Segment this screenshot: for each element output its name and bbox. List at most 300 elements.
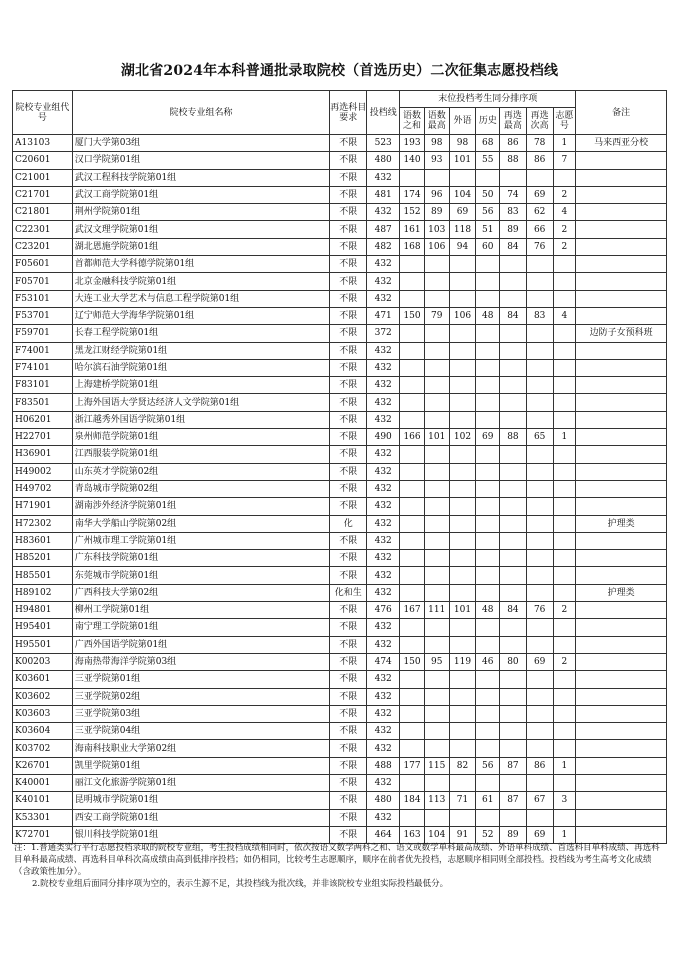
cell-yushu-max: 96 — [424, 186, 449, 203]
cell-lishi: 46 — [476, 653, 500, 670]
cell-waiyu: 71 — [449, 792, 476, 809]
cell-yushu — [400, 377, 425, 394]
cell-note — [576, 740, 667, 757]
cell-zaixuan-max — [500, 446, 527, 463]
cell-zhiyuan — [553, 705, 576, 722]
cell-yushu-max — [424, 411, 449, 428]
cell-req: 不限 — [330, 463, 367, 480]
cell-waiyu: 118 — [449, 221, 476, 238]
cell-waiyu: 101 — [449, 602, 476, 619]
cell-yushu-max: 79 — [424, 307, 449, 324]
cell-score: 432 — [367, 498, 400, 515]
cell-score: 490 — [367, 429, 400, 446]
cell-name: 武汉工商学院第01组 — [72, 186, 329, 203]
cell-waiyu — [449, 256, 476, 273]
cell-zaixuan-2nd — [526, 584, 553, 601]
cell-zaixuan-2nd: 78 — [526, 135, 553, 152]
cell-code: K53301 — [13, 809, 73, 826]
cell-waiyu — [449, 342, 476, 359]
cell-req: 不限 — [330, 809, 367, 826]
table-row — [13, 619, 667, 636]
cell-yushu: 161 — [400, 221, 425, 238]
cell-lishi — [476, 411, 500, 428]
cell-zhiyuan — [553, 723, 576, 740]
cell-req: 不限 — [330, 532, 367, 549]
cell-yushu — [400, 290, 425, 307]
cell-yushu: 167 — [400, 602, 425, 619]
cell-score: 432 — [367, 809, 400, 826]
cell-zhiyuan — [553, 515, 576, 532]
cell-req: 不限 — [330, 498, 367, 515]
cell-zaixuan-2nd — [526, 671, 553, 688]
cell-waiyu — [449, 290, 476, 307]
table-row — [13, 221, 667, 238]
cell-zaixuan-2nd — [526, 463, 553, 480]
cell-waiyu — [449, 169, 476, 186]
cell-zaixuan-max — [500, 377, 527, 394]
cell-code: F05701 — [13, 273, 73, 290]
cell-waiyu — [449, 567, 476, 584]
cell-yushu-max: 93 — [424, 152, 449, 169]
cell-yushu: 140 — [400, 152, 425, 169]
cell-code: F74001 — [13, 342, 73, 359]
cell-yushu-max: 101 — [424, 429, 449, 446]
cell-req: 不限 — [330, 705, 367, 722]
cell-zaixuan-max — [500, 169, 527, 186]
cell-note — [576, 550, 667, 567]
cell-yushu — [400, 359, 425, 376]
cell-score: 432 — [367, 671, 400, 688]
cell-score: 432 — [367, 342, 400, 359]
cell-name: 广西外国语学院第01组 — [72, 636, 329, 653]
cell-code: K72701 — [13, 826, 73, 843]
cell-waiyu — [449, 463, 476, 480]
cell-zhiyuan — [553, 377, 576, 394]
cell-score: 474 — [367, 653, 400, 670]
header-score: 投档线 — [367, 91, 400, 135]
cell-score: 432 — [367, 636, 400, 653]
cell-score: 432 — [367, 394, 400, 411]
cell-code: K40101 — [13, 792, 73, 809]
cell-req: 不限 — [330, 186, 367, 203]
cell-zaixuan-2nd: 69 — [526, 186, 553, 203]
cell-yushu: 174 — [400, 186, 425, 203]
cell-yushu: 150 — [400, 307, 425, 324]
cell-waiyu — [449, 688, 476, 705]
cell-lishi — [476, 688, 500, 705]
cell-zaixuan-2nd: 86 — [526, 152, 553, 169]
cell-yushu — [400, 584, 425, 601]
cell-req: 不限 — [330, 394, 367, 411]
header-code: 院校专业组代号 — [13, 91, 73, 135]
cell-lishi — [476, 584, 500, 601]
table-row — [13, 359, 667, 376]
cell-yushu — [400, 394, 425, 411]
cell-note — [576, 463, 667, 480]
cell-waiyu — [449, 446, 476, 463]
table-row — [13, 238, 667, 255]
cell-note: 护理类 — [576, 584, 667, 601]
header-zaixuan-2nd: 再选次高 — [526, 108, 553, 135]
cell-score: 432 — [367, 584, 400, 601]
cell-zhiyuan: 2 — [553, 186, 576, 203]
table-row — [13, 723, 667, 740]
table-row — [13, 290, 667, 307]
table-row — [13, 152, 667, 169]
cell-lishi — [476, 671, 500, 688]
cell-req: 不限 — [330, 774, 367, 791]
cell-note — [576, 342, 667, 359]
cell-name: 荆州学院第01组 — [72, 204, 329, 221]
cell-name: 丽江文化旅游学院第01组 — [72, 774, 329, 791]
cell-req: 不限 — [330, 480, 367, 497]
cell-yushu-max — [424, 377, 449, 394]
cell-waiyu — [449, 550, 476, 567]
cell-zhiyuan: 1 — [553, 135, 576, 152]
cell-code: F53101 — [13, 290, 73, 307]
header-zhiyuan: 志愿号 — [553, 108, 576, 135]
cell-zaixuan-2nd — [526, 809, 553, 826]
cell-zaixuan-max: 89 — [500, 826, 527, 843]
cell-yushu-max — [424, 498, 449, 515]
table-row — [13, 550, 667, 567]
cell-waiyu — [449, 723, 476, 740]
cell-name: 上海建桥学院第01组 — [72, 377, 329, 394]
cell-zaixuan-max: 74 — [500, 186, 527, 203]
cell-code: H94801 — [13, 602, 73, 619]
cell-zhiyuan — [553, 342, 576, 359]
cell-lishi: 56 — [476, 204, 500, 221]
cell-score: 523 — [367, 135, 400, 152]
cell-yushu-max: 111 — [424, 602, 449, 619]
cell-name: 黑龙江财经学院第01组 — [72, 342, 329, 359]
cell-note — [576, 238, 667, 255]
cell-score: 432 — [367, 740, 400, 757]
cell-zhiyuan: 1 — [553, 429, 576, 446]
cell-name: 银川科技学院第01组 — [72, 826, 329, 843]
cell-name: 青岛城市学院第02组 — [72, 480, 329, 497]
cell-yushu-max — [424, 671, 449, 688]
table-row — [13, 774, 667, 791]
cell-code: C21001 — [13, 169, 73, 186]
cell-note — [576, 429, 667, 446]
header-lishi: 历史 — [476, 108, 500, 135]
cell-zaixuan-max — [500, 463, 527, 480]
cell-code: H89102 — [13, 584, 73, 601]
cell-lishi — [476, 377, 500, 394]
cell-zaixuan-2nd: 65 — [526, 429, 553, 446]
cell-name: 浙江越秀外国语学院第01组 — [72, 411, 329, 428]
cell-note — [576, 619, 667, 636]
cell-code: K26701 — [13, 757, 73, 774]
cell-zaixuan-2nd — [526, 705, 553, 722]
cell-yushu — [400, 498, 425, 515]
cell-name: 上海外国语大学贤达经济人文学院第01组 — [72, 394, 329, 411]
cell-zhiyuan — [553, 256, 576, 273]
cell-zaixuan-max: 88 — [500, 429, 527, 446]
cell-req: 不限 — [330, 429, 367, 446]
cell-yushu — [400, 619, 425, 636]
cell-waiyu — [449, 532, 476, 549]
cell-score: 471 — [367, 307, 400, 324]
table-row — [13, 567, 667, 584]
cell-lishi — [476, 290, 500, 307]
cell-zaixuan-max — [500, 671, 527, 688]
cell-score: 432 — [367, 411, 400, 428]
cell-name: 三亚学院第01组 — [72, 671, 329, 688]
cell-zaixuan-2nd — [526, 688, 553, 705]
cell-req: 不限 — [330, 290, 367, 307]
cell-zhiyuan — [553, 567, 576, 584]
cell-name: 武汉工程科技学院第01组 — [72, 169, 329, 186]
header-yushu: 语数之和 — [400, 108, 425, 135]
cell-yushu — [400, 411, 425, 428]
cell-name: 广州城市理工学院第01组 — [72, 532, 329, 549]
cell-score: 432 — [367, 550, 400, 567]
cell-yushu-max — [424, 584, 449, 601]
cell-zaixuan-2nd — [526, 515, 553, 532]
cell-lishi: 55 — [476, 152, 500, 169]
table-row — [13, 740, 667, 757]
cell-yushu — [400, 169, 425, 186]
cell-zaixuan-max — [500, 619, 527, 636]
table-row — [13, 307, 667, 324]
cell-waiyu — [449, 325, 476, 342]
cell-zhiyuan — [553, 273, 576, 290]
cell-score: 432 — [367, 705, 400, 722]
cell-zhiyuan: 2 — [553, 238, 576, 255]
cell-zaixuan-2nd — [526, 774, 553, 791]
cell-code: F53701 — [13, 307, 73, 324]
cell-name: 广东科技学院第01组 — [72, 550, 329, 567]
cell-name: 海南科技职业大学第02组 — [72, 740, 329, 757]
cell-zaixuan-max — [500, 550, 527, 567]
cell-zaixuan-max: 83 — [500, 204, 527, 221]
cell-note — [576, 688, 667, 705]
cell-lishi: 48 — [476, 307, 500, 324]
cell-zhiyuan — [553, 463, 576, 480]
table-row — [13, 342, 667, 359]
cell-score: 432 — [367, 688, 400, 705]
cell-yushu — [400, 567, 425, 584]
cell-code: K03604 — [13, 723, 73, 740]
cell-yushu — [400, 532, 425, 549]
cell-yushu: 166 — [400, 429, 425, 446]
table-row — [13, 498, 667, 515]
cell-note — [576, 567, 667, 584]
cell-req: 不限 — [330, 169, 367, 186]
cell-note — [576, 602, 667, 619]
cell-note — [576, 273, 667, 290]
cell-score: 432 — [367, 273, 400, 290]
cell-note — [576, 705, 667, 722]
cell-note — [576, 411, 667, 428]
cell-zhiyuan — [553, 498, 576, 515]
cell-code: C20601 — [13, 152, 73, 169]
cell-zaixuan-2nd — [526, 256, 553, 273]
cell-zaixuan-max — [500, 740, 527, 757]
cell-waiyu — [449, 411, 476, 428]
table-row — [13, 377, 667, 394]
table-row — [13, 169, 667, 186]
cell-zaixuan-max — [500, 359, 527, 376]
cell-zaixuan-max — [500, 394, 527, 411]
cell-lishi: 50 — [476, 186, 500, 203]
cell-code: F59701 — [13, 325, 73, 342]
table-row — [13, 446, 667, 463]
cell-waiyu: 104 — [449, 186, 476, 203]
cell-yushu — [400, 774, 425, 791]
cell-waiyu — [449, 584, 476, 601]
cell-code: K03601 — [13, 671, 73, 688]
cell-req: 不限 — [330, 238, 367, 255]
cell-zaixuan-max: 84 — [500, 307, 527, 324]
cell-req: 化 — [330, 515, 367, 532]
cell-zaixuan-max — [500, 705, 527, 722]
cell-score: 432 — [367, 532, 400, 549]
cell-req: 不限 — [330, 411, 367, 428]
cell-yushu — [400, 463, 425, 480]
cell-yushu: 150 — [400, 653, 425, 670]
cell-note: 马来西亚分校 — [576, 135, 667, 152]
cell-lishi: 51 — [476, 221, 500, 238]
cell-score: 476 — [367, 602, 400, 619]
cell-note — [576, 532, 667, 549]
table-row — [13, 463, 667, 480]
cell-yushu: 184 — [400, 792, 425, 809]
cell-yushu-max: 115 — [424, 757, 449, 774]
cell-lishi — [476, 705, 500, 722]
table-row — [13, 186, 667, 203]
cell-zaixuan-2nd — [526, 567, 553, 584]
cell-zhiyuan — [553, 688, 576, 705]
header-yushu-max: 语数最高 — [424, 108, 449, 135]
cell-name: 南宁理工学院第01组 — [72, 619, 329, 636]
cell-waiyu — [449, 740, 476, 757]
cell-zhiyuan — [553, 290, 576, 307]
cell-zhiyuan — [553, 394, 576, 411]
cell-yushu — [400, 671, 425, 688]
cell-zhiyuan — [553, 532, 576, 549]
cell-zaixuan-max: 84 — [500, 238, 527, 255]
table-row — [13, 429, 667, 446]
cell-req: 不限 — [330, 256, 367, 273]
cell-lishi — [476, 359, 500, 376]
cell-yushu-max — [424, 809, 449, 826]
cell-score: 481 — [367, 186, 400, 203]
cell-code: F83501 — [13, 394, 73, 411]
cell-code: K40001 — [13, 774, 73, 791]
table-row — [13, 273, 667, 290]
cell-req: 不限 — [330, 446, 367, 463]
cell-zaixuan-max — [500, 723, 527, 740]
cell-code: F83101 — [13, 377, 73, 394]
cell-note — [576, 653, 667, 670]
cell-zhiyuan: 2 — [553, 653, 576, 670]
cell-zaixuan-2nd — [526, 723, 553, 740]
cell-yushu — [400, 809, 425, 826]
cell-waiyu: 82 — [449, 757, 476, 774]
cell-zhiyuan — [553, 446, 576, 463]
cell-waiyu — [449, 636, 476, 653]
cell-waiyu: 106 — [449, 307, 476, 324]
cell-yushu-max — [424, 515, 449, 532]
table-row — [13, 532, 667, 549]
cell-lishi: 69 — [476, 429, 500, 446]
cell-lishi — [476, 723, 500, 740]
cell-name: 广西科技大学第02组 — [72, 584, 329, 601]
header-requirement: 再选科目要求 — [330, 91, 367, 135]
cell-zaixuan-2nd — [526, 550, 553, 567]
cell-zaixuan-max — [500, 342, 527, 359]
cell-yushu-max — [424, 532, 449, 549]
cell-yushu-max — [424, 325, 449, 342]
cell-zaixuan-max — [500, 325, 527, 342]
cell-zaixuan-max: 80 — [500, 653, 527, 670]
cell-code: C22301 — [13, 221, 73, 238]
cell-score: 432 — [367, 463, 400, 480]
cell-code: H95401 — [13, 619, 73, 636]
page-title: 湖北省2024年本科普通批录取院校（首选历史）二次征集志愿投档线 — [120, 63, 559, 79]
cell-note — [576, 221, 667, 238]
cell-name: 凯里学院第01组 — [72, 757, 329, 774]
table-row — [13, 705, 667, 722]
cell-code: K03602 — [13, 688, 73, 705]
cell-zhiyuan — [553, 359, 576, 376]
cell-yushu-max — [424, 290, 449, 307]
cell-zhiyuan: 4 — [553, 307, 576, 324]
cell-yushu-max — [424, 256, 449, 273]
cell-zaixuan-max: 89 — [500, 221, 527, 238]
cell-code: H83601 — [13, 532, 73, 549]
cell-name: 江西服装学院第01组 — [72, 446, 329, 463]
cell-zhiyuan: 4 — [553, 204, 576, 221]
table-row — [13, 653, 667, 670]
cell-lishi — [476, 567, 500, 584]
cell-lishi — [476, 446, 500, 463]
cell-waiyu: 91 — [449, 826, 476, 843]
cell-lishi — [476, 636, 500, 653]
cell-zhiyuan — [553, 774, 576, 791]
cell-zaixuan-2nd: 67 — [526, 792, 553, 809]
cell-score: 464 — [367, 826, 400, 843]
cell-yushu-max: 106 — [424, 238, 449, 255]
cell-yushu-max — [424, 446, 449, 463]
cell-code: C23201 — [13, 238, 73, 255]
cell-zaixuan-2nd — [526, 169, 553, 186]
table-row — [13, 204, 667, 221]
cell-yushu — [400, 688, 425, 705]
cell-zaixuan-max — [500, 567, 527, 584]
cell-zaixuan-2nd — [526, 377, 553, 394]
table-row — [13, 809, 667, 826]
cell-note — [576, 723, 667, 740]
cell-zhiyuan: 2 — [553, 602, 576, 619]
cell-code: H22701 — [13, 429, 73, 446]
cell-zaixuan-max — [500, 584, 527, 601]
cell-name: 山东英才学院第02组 — [72, 463, 329, 480]
footnote-2: 2.院校专业组后面同分排序项为空的，表示生源不足，其投档线为批次线，并非该院校专业组实际投档最低分。 — [32, 879, 449, 889]
cell-zaixuan-2nd — [526, 273, 553, 290]
cell-note — [576, 186, 667, 203]
cell-zaixuan-2nd: 62 — [526, 204, 553, 221]
cell-lishi: 52 — [476, 826, 500, 843]
cell-zaixuan-max: 86 — [500, 135, 527, 152]
cell-score: 480 — [367, 792, 400, 809]
cell-zhiyuan: 7 — [553, 152, 576, 169]
cell-note — [576, 256, 667, 273]
cell-zhiyuan — [553, 809, 576, 826]
